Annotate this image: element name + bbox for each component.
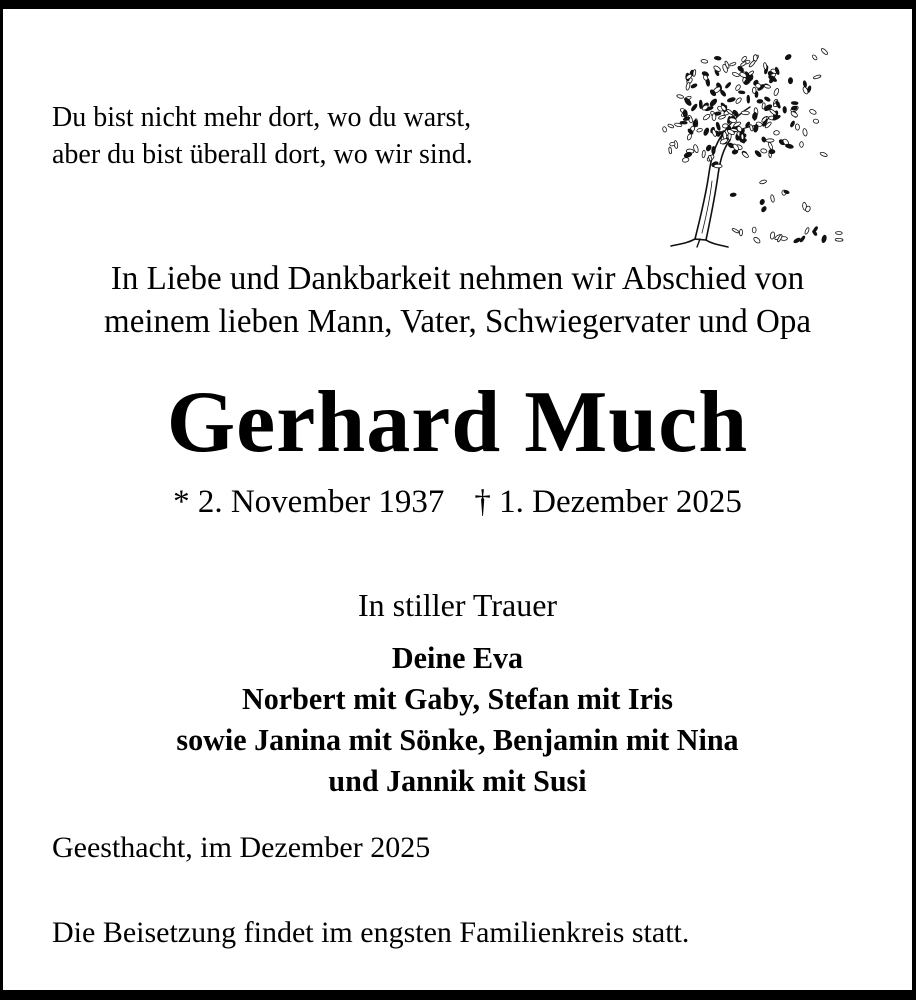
mourner-line-2: Norbert mit Gaby, Stefan mit Iris xyxy=(242,681,673,716)
funeral-note: Die Beisetzung findet im engsten Familienkreis statt. xyxy=(52,916,690,949)
tree-illustration xyxy=(648,33,853,255)
death-date xyxy=(474,484,742,520)
birth-star-symbol: * xyxy=(173,484,190,520)
mourners-list xyxy=(17,637,899,801)
mourner-line-4: und Jannik mit Susi xyxy=(328,763,587,798)
intro-line-1: In Liebe und Dankbarkeit nehmen wir Abschied von xyxy=(110,260,805,297)
farewell-intro xyxy=(17,257,899,343)
intro-line-2: meinem lieben Mann, Vater, Schwiegervater und Opa xyxy=(104,303,811,340)
quote-line-1: Du bist nicht mehr dort, wo du warst, xyxy=(52,102,472,133)
death-date-text: 1. Dezember 2025 xyxy=(499,484,742,520)
birth-date-text: 2. November 1937 xyxy=(197,484,445,520)
quote-line-2: aber du bist überall dort, wo wir sind. xyxy=(52,139,473,170)
memorial-quote xyxy=(52,99,473,173)
mourning-heading: In stiller Trauer xyxy=(357,587,558,623)
death-cross-symbol: † xyxy=(474,484,491,520)
wind-blown-tree-icon xyxy=(648,33,853,255)
life-dates xyxy=(3,481,912,523)
mourner-line-1: Deine Eva xyxy=(391,640,524,675)
birth-date xyxy=(173,484,444,520)
deceased-name: Gerhard Much xyxy=(166,374,749,471)
mourner-line-3: sowie Janina mit Sönke, Benjamin mit Nina xyxy=(176,722,739,757)
place-and-date: Geesthacht, im Dezember 2025 xyxy=(52,831,431,864)
